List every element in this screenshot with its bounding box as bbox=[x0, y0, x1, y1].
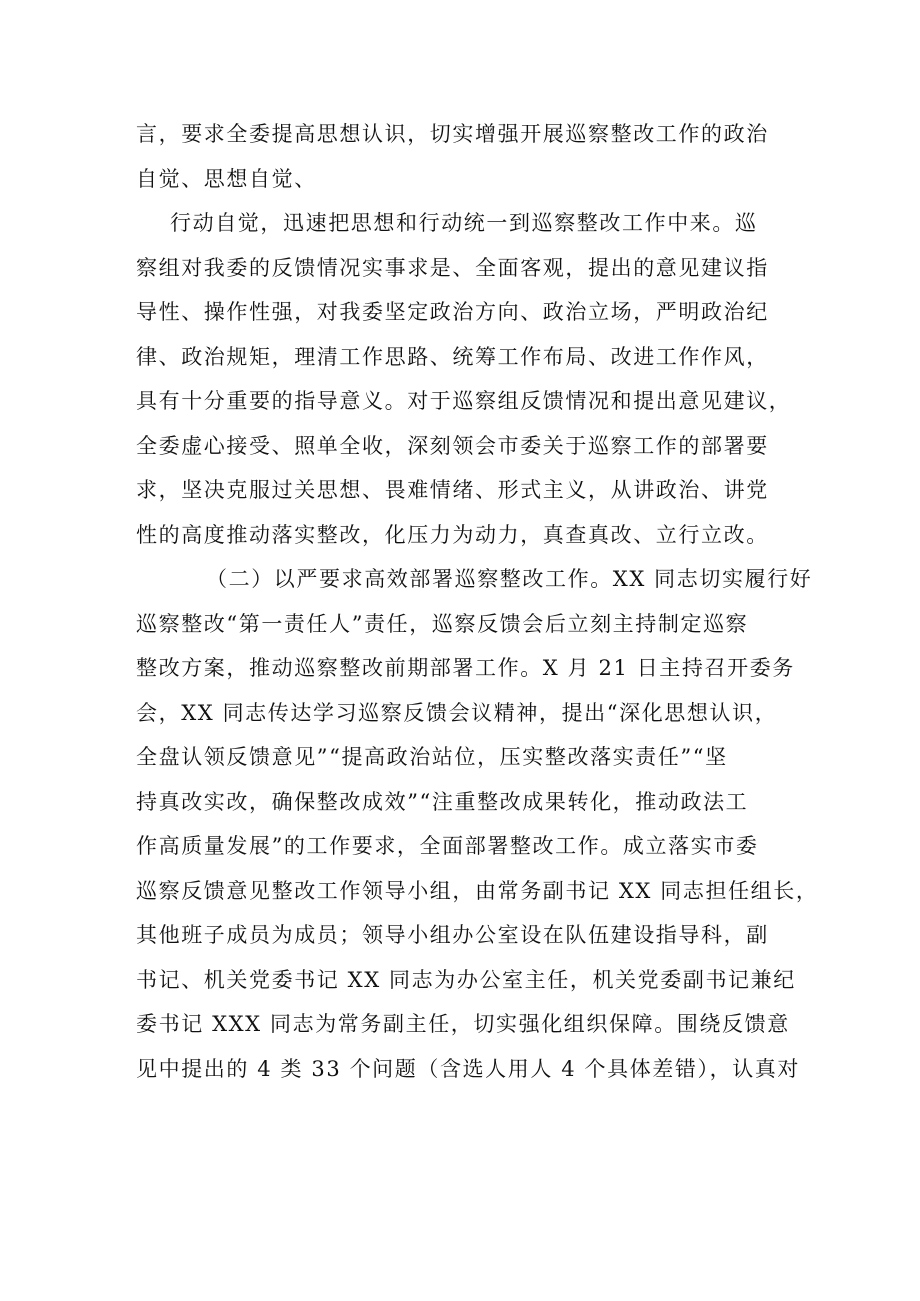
text-line: 具有十分重要的指导意义。对于巡察组反馈情况和提出意见建议， bbox=[136, 389, 792, 413]
text-line: 会，XX 同志传达学习巡察反馈会议精神，提出“深化思想认识， bbox=[136, 700, 778, 725]
text-line: 求，坚决克服过关思想、畏难情绪、形式主义，从讲政治、讲党 bbox=[136, 478, 769, 502]
text-line: 巡察反馈意见整改工作领导小组，由常务副书记 XX 同志担任组长， bbox=[136, 878, 819, 903]
text-line: 委书记 XXX 同志为常务副主任，切实强化组织保障。围绕反馈意 bbox=[136, 1012, 790, 1036]
text-line: 其他班子成员为成员；领导小组办公室设在队伍建设指导科，副 bbox=[136, 923, 769, 947]
document-body bbox=[136, 112, 819, 1091]
text-line: 导性、操作性强，对我委坚定政治方向、政治立场，严明政治纪 bbox=[136, 300, 769, 324]
text-line: 见中提出的 4 类 33 个问题（含选人用人 4 个具体差错），认真对 bbox=[136, 1056, 800, 1081]
text-line: 察组对我委的反馈情况实事求是、全面客观，提出的意见建议指 bbox=[136, 255, 769, 280]
text-line: 书记、机关党委书记 XX 同志为办公室主任，机关党委副书记兼纪 bbox=[136, 967, 796, 992]
text-line: 持真改实改，确保整改成效”“注重整改成果转化，推动政法工 bbox=[136, 789, 749, 814]
text-line: 整改方案，推动巡察整改前期部署工作。X 月 21 日主持召开委务 bbox=[136, 656, 795, 680]
text-line: 律、政治规矩，理清工作思路、统筹工作布局、改进工作作风， bbox=[136, 344, 769, 369]
text-line: 作高质量发展”的工作要求，全面部署整改工作。成立落实市委 bbox=[136, 834, 759, 858]
section-heading-line: （二）以严要求高效部署巡察整改工作。XX 同志切实履行好 bbox=[206, 567, 813, 591]
text-line: 全盘认领反馈意见”“提高政治站位，压实整改落实责任”“坚 bbox=[136, 745, 728, 769]
paragraph-start-line: 行动自觉，迅速把思想和行动统一到巡察整改工作中来。巡 bbox=[170, 211, 758, 235]
text-line: 全委虚心接受、照单全收，深刻领会市委关于巡察工作的部署要 bbox=[136, 433, 769, 458]
text-line: 自觉、思想自觉、 bbox=[136, 166, 317, 191]
text-line: 言，要求全委提高思想认识，切实增强开展巡察整改工作的政治 bbox=[136, 122, 769, 146]
text-line: 巡察整改“第一责任人”责任，巡察反馈会后立刻主持制定巡察 bbox=[136, 611, 749, 636]
text-line: 性的高度推动落实整改，化压力为动力，真查真改、立行立改。 bbox=[136, 522, 769, 547]
